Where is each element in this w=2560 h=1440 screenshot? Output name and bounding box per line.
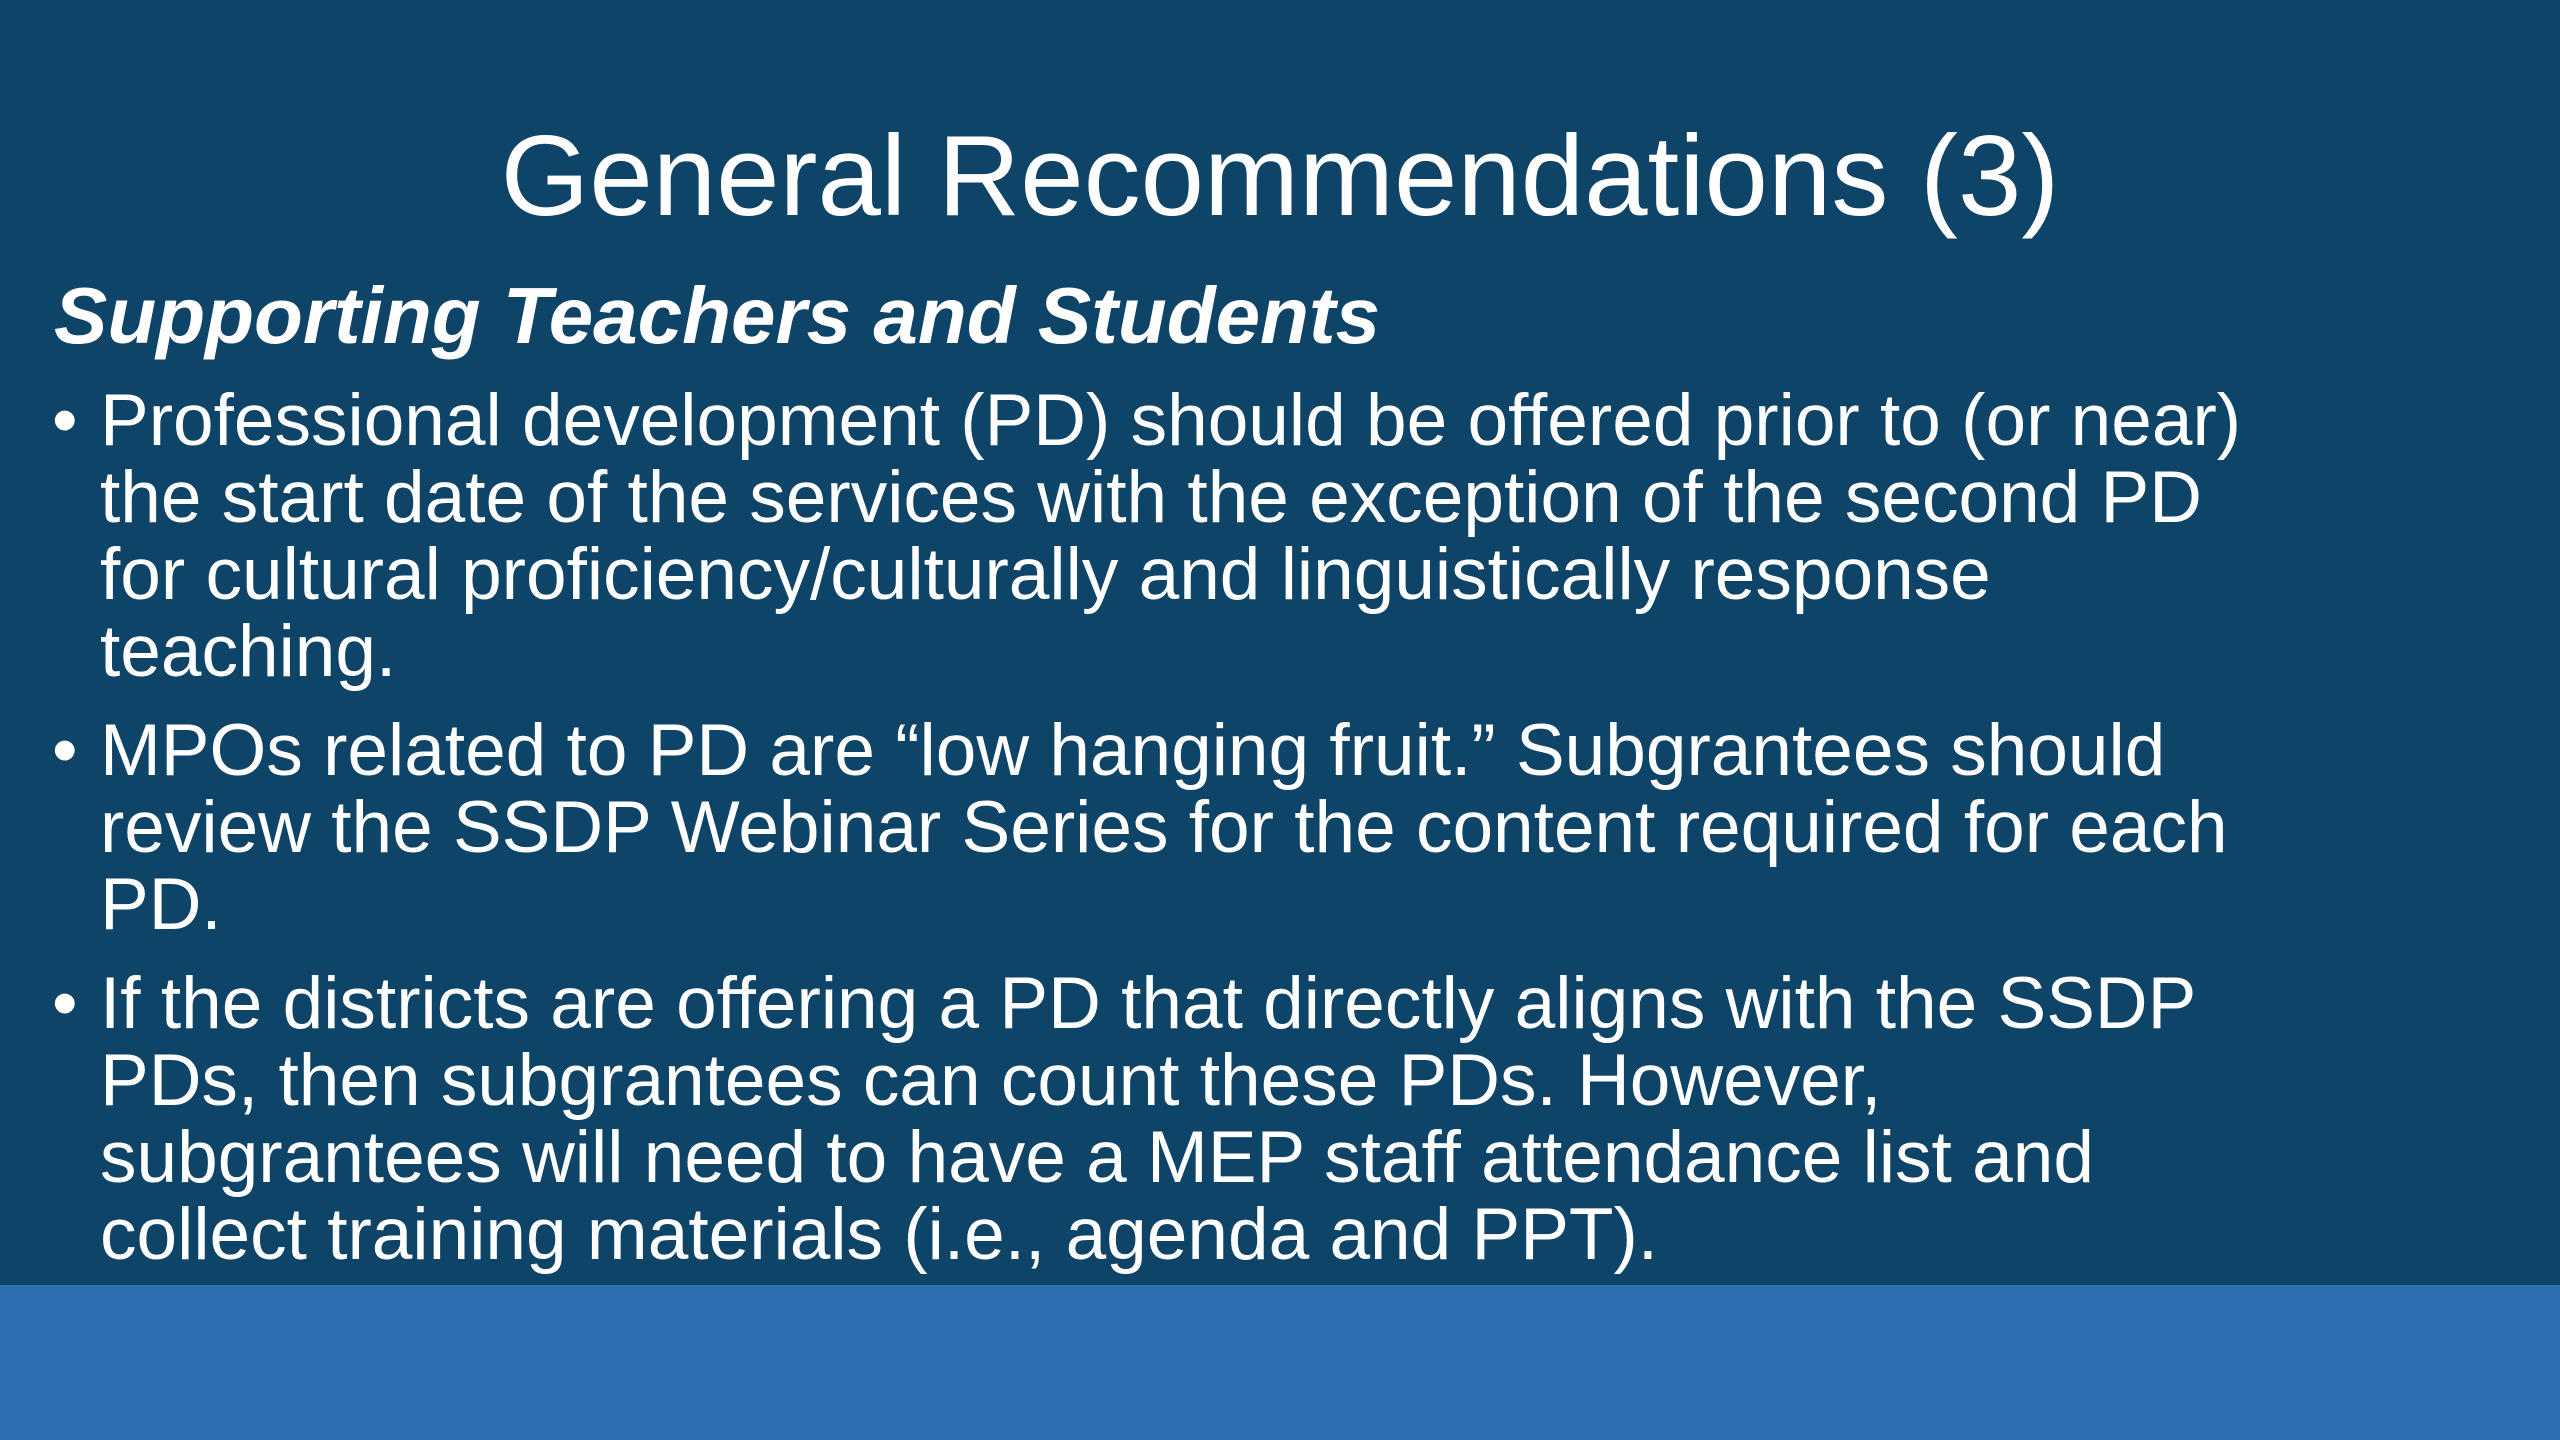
slide-subtitle: Supporting Teachers and Students bbox=[54, 271, 1381, 360]
bullet-line: for cultural proficiency/culturally and linguistically response bbox=[100, 534, 1991, 615]
bullet-line: collect training materials (i.e., agenda and PPT). bbox=[100, 1194, 1659, 1275]
bullet-item bbox=[48, 965, 2518, 1273]
bullet-marker: • bbox=[52, 963, 78, 1044]
bullet-marker: • bbox=[52, 380, 78, 461]
bullet-line: teaching. bbox=[100, 611, 397, 692]
bullet-list bbox=[48, 382, 2518, 1295]
bullet-item bbox=[48, 382, 2518, 690]
bullet-line: subgrantees will need to have a MEP staff attendance list and bbox=[100, 1117, 2094, 1198]
bullet-line: If the districts are offering a PD that directly aligns with the SSDP bbox=[100, 963, 2197, 1044]
bullet-line: the start date of the services with the exception of the second PD bbox=[100, 457, 2202, 538]
bullet-line: MPOs related to PD are “low hanging fruit.” Subgrantees should bbox=[100, 710, 2166, 791]
slide-title: General Recommendations (3) bbox=[500, 113, 2060, 240]
bullet-marker: • bbox=[52, 710, 78, 791]
bullet-line: PD. bbox=[100, 864, 222, 945]
footer-band bbox=[0, 1285, 2560, 1440]
bullet-line: PDs, then subgrantees can count these PDs. However, bbox=[100, 1040, 1882, 1121]
bullet-item bbox=[48, 712, 2518, 943]
bullet-line: Professional development (PD) should be offered prior to (or near) bbox=[100, 380, 2242, 461]
bullet-line: review the SSDP Webinar Series for the content required for each bbox=[100, 787, 2228, 868]
